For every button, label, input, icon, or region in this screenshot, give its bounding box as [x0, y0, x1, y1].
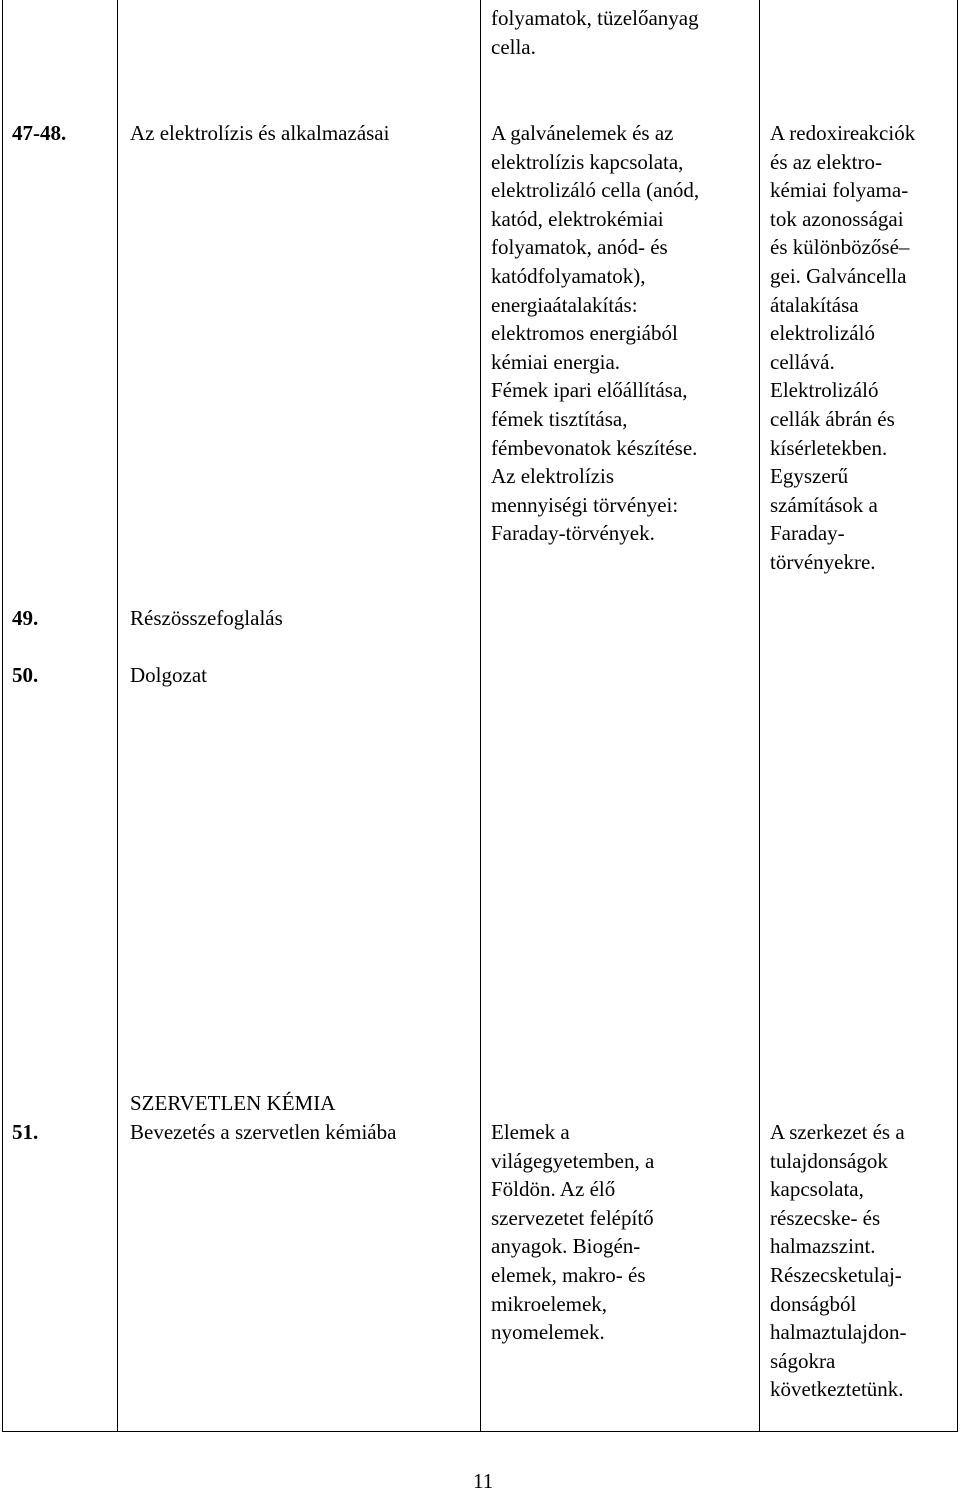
column-divider-1 — [117, 0, 118, 1432]
page-number: 11 — [473, 1469, 494, 1493]
lesson-topic: Dolgozat — [130, 663, 207, 687]
lesson-notes: A redoxireakciók és az elektro- kémiai folyama- tok azonosságai és különbözősé– gei. Galváncella átalakítása elektrolizáló cellává. Elektrolizáló cellák ábrán és kísérletekben. Egyszerű számítások a Faraday- törvényekre. — [770, 121, 916, 574]
table-border-bottom — [2, 1431, 958, 1432]
lesson-number: 51. — [12, 1120, 39, 1144]
continued-content-cell: folyamatok, tüzelőanyag cella. — [491, 6, 699, 59]
lesson-topic: Az elektrolízis és alkalmazásai — [130, 121, 390, 145]
lesson-content: A galvánelemek és az elektrolízis kapcsolata, elektrolizáló cella (anód, katód, elektrokémiai folyamatok, anód- és katódfolyamatok), energiaátalakítás: elektromos energiából kémiai energia. Fémek ipari előállítása, fémek tisztítása, fémbevonatok készítése. Az elektrolízis mennyiségi törvényei: Faraday-törvények. — [491, 121, 700, 546]
column-divider-3 — [759, 0, 760, 1432]
table-border-left — [2, 0, 3, 1432]
column-divider-2 — [480, 0, 481, 1432]
lesson-topic: Részösszefoglalás — [130, 606, 283, 630]
lesson-notes: A szerkezet és a tulajdonságok kapcsolata, részecske- és halmazszint. Részecsketulaj- donságból halmaztulajdon- ságokra következtetünk. — [770, 1120, 907, 1402]
lesson-topic: Bevezetés a szervetlen kémiába — [130, 1120, 397, 1144]
lesson-content: Elemek a világegyetemben, a Földön. Az élő szervezetet felépítő anyagok. Biogén- elemek, makro- és mikroelemek, nyomelemek. — [491, 1120, 655, 1345]
lesson-number: 47-48. — [12, 121, 67, 145]
lesson-number: 49. — [12, 606, 39, 630]
table-border-right — [957, 0, 958, 1432]
section-heading: SZERVETLEN KÉMIA — [130, 1091, 336, 1115]
lesson-number: 50. — [12, 663, 39, 687]
